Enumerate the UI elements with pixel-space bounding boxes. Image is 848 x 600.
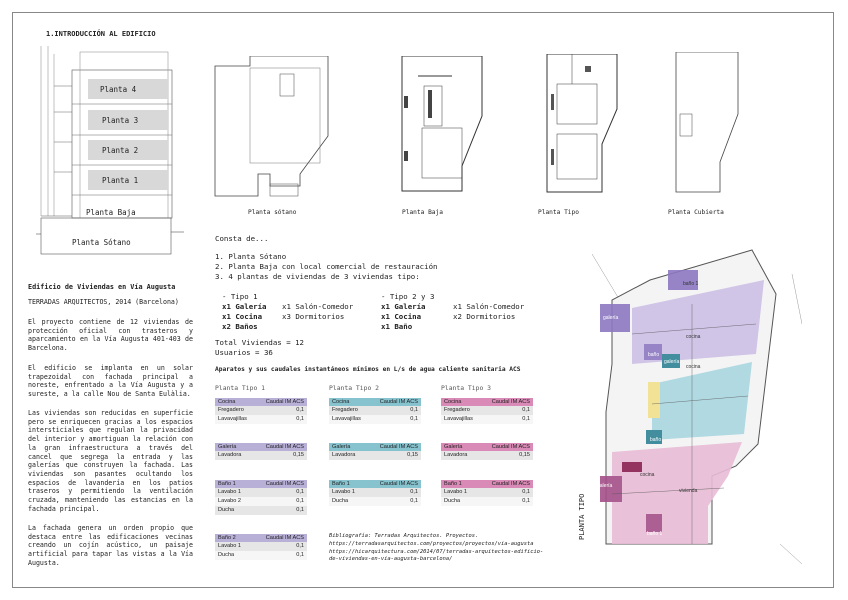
acs-table-room-name: Galería bbox=[444, 444, 463, 450]
acs-table-row bbox=[329, 497, 421, 506]
acs-table-row bbox=[329, 488, 421, 497]
fixture-flow: 0,15 bbox=[293, 452, 304, 458]
acs-table-row bbox=[215, 551, 307, 560]
fixture-name: Ducha bbox=[218, 507, 235, 513]
consta-item-1: 1. Planta Sótano bbox=[215, 252, 287, 261]
acs-table-header bbox=[329, 398, 421, 406]
tipo1-line-2: x1 Cocina bbox=[222, 312, 263, 321]
acs-table-row bbox=[441, 497, 533, 506]
fixture-flow: 0,1 bbox=[296, 498, 304, 504]
biblio-line-3: https://hicarquitectura.com/2014/07/terradas-arquitectos-edificio-de-viviendas-en-via-augusta-barcelona/ bbox=[329, 549, 544, 562]
tipo23-line-3: x1 Baño bbox=[381, 322, 413, 331]
acs-table-room-name: Baño 1 bbox=[332, 481, 350, 487]
caudales-heading: Aparatos y sus caudales instantáneos mínimos en L/s de agua caliente sanitaria ACS bbox=[215, 366, 521, 373]
acs-table-t1-1 bbox=[215, 443, 307, 460]
intro-paragraph-1: El proyecto contiene de 12 viviendas de protección oficial con trasteros y aparcamiento en la Vía Augusta 401-403 de Barcelona. bbox=[28, 318, 193, 353]
acs-table-t3-0 bbox=[441, 398, 533, 424]
fixture-flow: 0,1 bbox=[522, 407, 530, 413]
fixture-name: Fregadero bbox=[332, 407, 358, 413]
acs-table-room-name: Cocina bbox=[332, 399, 350, 405]
plan-baja bbox=[382, 56, 502, 206]
page-title: 1.INTRODUCCIÓN AL EDIFICIO bbox=[46, 30, 156, 38]
fixture-flow: 0,15 bbox=[519, 452, 530, 458]
acs-table-row bbox=[215, 451, 307, 460]
acs-table-t1-0 bbox=[215, 398, 307, 424]
floor-label-baja: Planta Baja bbox=[86, 208, 136, 217]
tipo23-room-1: x1 Salón-Comedor bbox=[453, 302, 525, 311]
acs-table-room-name: Baño 1 bbox=[218, 481, 236, 487]
tipo23-line-1: x1 Galería bbox=[381, 302, 426, 311]
acs-table-t1-3 bbox=[215, 534, 307, 560]
acs-table-unit-header: Caudal IM ACS bbox=[379, 399, 418, 405]
fixture-name: Fregadero bbox=[218, 407, 244, 413]
tipo1-line-1: x1 Galería bbox=[222, 302, 267, 311]
acs-table-row bbox=[215, 415, 307, 424]
fixture-name: Ducha bbox=[218, 552, 235, 558]
type-head-2: Planta Tipo 2 bbox=[329, 384, 380, 392]
room-label-cocina-1: cocina bbox=[686, 334, 701, 340]
consta-item-3: 3. 4 plantas de viviendas de 3 viviendas tipo: bbox=[215, 272, 420, 281]
fixture-flow: 0,1 bbox=[296, 416, 304, 422]
fixture-flow: 0,1 bbox=[522, 489, 530, 495]
fixture-flow: 0,1 bbox=[296, 507, 304, 513]
floor-label-3: Planta 3 bbox=[102, 116, 139, 125]
acs-table-t3-1 bbox=[441, 443, 533, 460]
fixture-name: Ducha bbox=[444, 498, 461, 504]
intro-heading: Edificio de Viviendas en Vía Augusta bbox=[28, 283, 176, 291]
caption-sotano: Planta sótano bbox=[248, 209, 297, 216]
acs-table-header bbox=[329, 443, 421, 451]
usuarios: Usuarios = 36 bbox=[215, 348, 273, 357]
plan-sotano bbox=[210, 56, 340, 206]
acs-table-header bbox=[329, 480, 421, 488]
acs-table-unit-header: Caudal IM ACS bbox=[265, 535, 304, 541]
fixture-flow: 0,1 bbox=[296, 552, 304, 558]
fixture-flow: 0,1 bbox=[410, 407, 418, 413]
fixture-name: Lavadora bbox=[444, 452, 468, 458]
type-head-1: Planta Tipo 1 bbox=[215, 384, 266, 392]
acs-table-row bbox=[215, 542, 307, 551]
acs-table-row bbox=[215, 497, 307, 506]
acs-table-room-name: Cocina bbox=[444, 399, 462, 405]
acs-table-t3-2 bbox=[441, 480, 533, 506]
fixture-name: Lavabo 1 bbox=[444, 489, 468, 495]
colored-plan-tipo bbox=[592, 244, 802, 564]
acs-table-row bbox=[441, 488, 533, 497]
room-label-cocina-3: cocina bbox=[640, 472, 655, 478]
acs-table-unit-header: Caudal IM ACS bbox=[379, 444, 418, 450]
floor-label-4: Planta 4 bbox=[100, 85, 137, 94]
tipo1-label: - Tipo 1 bbox=[222, 292, 258, 301]
fixture-flow: 0,1 bbox=[296, 543, 304, 549]
consta-heading: Consta de... bbox=[215, 234, 269, 243]
plan-tipo bbox=[527, 54, 647, 204]
floor-label-sotano: Planta Sótano bbox=[72, 238, 131, 247]
fixture-flow: 0,1 bbox=[522, 416, 530, 422]
acs-table-row bbox=[329, 415, 421, 424]
fixture-name: Lavabo 1 bbox=[218, 543, 242, 549]
acs-table-row bbox=[329, 406, 421, 415]
fixture-flow: 0,1 bbox=[522, 498, 530, 504]
total-viviendas: Total Viviendas = 12 bbox=[215, 338, 304, 347]
acs-table-row bbox=[215, 488, 307, 497]
acs-table-unit-header: Caudal IM ACS bbox=[379, 481, 418, 487]
caption-tipo: Planta Tipo bbox=[538, 209, 579, 216]
intro-paragraph-3: Las viviendas son reducidas en superficie pero se enriquecen gracias a los espacios intersticiales que regulan la privacidad del interior y amortiguan la relación con la gran infraestructura a través del cancel que segrega la entrada y las galerías que construyen la fachada. Las viviendas son pasantes ocultando los espacios de lavandería en los patios traseros y permitiendo la ventilación cruzada, manteniendo las estancias en la fachada principal. bbox=[28, 409, 193, 513]
room-label-vivienda: vivienda bbox=[679, 488, 698, 494]
acs-table-room-name: Galería bbox=[332, 444, 351, 450]
fixture-name: Lavadora bbox=[218, 452, 242, 458]
room-label-galeria-2: galería bbox=[664, 359, 680, 365]
acs-table-t1-2 bbox=[215, 480, 307, 515]
acs-table-unit-header: Caudal IM ACS bbox=[265, 444, 304, 450]
fixture-flow: 0,1 bbox=[296, 489, 304, 495]
biblio-line-1: Bibliografía: Terradas Arquitectos. Proyectos. bbox=[329, 533, 479, 539]
type-head-3: Planta Tipo 3 bbox=[441, 384, 492, 392]
tipo1-room-2: x3 Dormitorios bbox=[282, 312, 345, 321]
biblio-line-2: https://terradasarquitectos.com/proyectos/proyectos/via-augusta bbox=[329, 541, 534, 547]
fixture-flow: 0,1 bbox=[296, 407, 304, 413]
floor-label-2: Planta 2 bbox=[102, 146, 139, 155]
room-label-bano1: baño 1 bbox=[683, 281, 699, 287]
acs-table-row bbox=[215, 506, 307, 515]
acs-table-room-name: Baño 2 bbox=[218, 535, 236, 541]
tipo23-label: - Tipo 2 y 3 bbox=[381, 292, 435, 301]
floor-label-1: Planta 1 bbox=[102, 176, 139, 185]
acs-table-unit-header: Caudal IM ACS bbox=[491, 399, 530, 405]
room-label-bano-b: baño bbox=[650, 437, 662, 443]
acs-table-header bbox=[215, 398, 307, 406]
room-label-galeria-3: galería bbox=[597, 483, 613, 489]
acs-table-row bbox=[441, 451, 533, 460]
room-label-galeria-1: galería bbox=[603, 315, 619, 321]
fixture-flow: 0,15 bbox=[407, 452, 418, 458]
fixture-name: Fregadero bbox=[444, 407, 470, 413]
caption-baja: Planta Baja bbox=[402, 209, 443, 216]
consta-item-2: 2. Planta Baja con local comercial de restauración bbox=[215, 262, 438, 271]
fixture-name: Ducha bbox=[332, 498, 349, 504]
acs-table-room-name: Baño 1 bbox=[444, 481, 462, 487]
room-label-bano: baño bbox=[648, 352, 660, 358]
acs-table-row bbox=[215, 406, 307, 415]
tipo23-room-2: x2 Dormitorios bbox=[453, 312, 516, 321]
room-label-cocina-2: cocina bbox=[686, 364, 701, 370]
fixture-name: Lavabo 1 bbox=[218, 489, 242, 495]
fixture-name: Lavavajillas bbox=[332, 416, 361, 422]
plan-cubierta bbox=[658, 52, 758, 202]
fixture-name: Lavabo 1 bbox=[332, 489, 356, 495]
acs-table-t2-0 bbox=[329, 398, 421, 424]
acs-table-room-name: Galería bbox=[218, 444, 237, 450]
fixture-flow: 0,1 bbox=[410, 498, 418, 504]
acs-table-header bbox=[441, 443, 533, 451]
intro-paragraph-4: La fachada genera un orden propio que destaca entre las edificaciones vecinas creando un cojín acústico, un paisaje artificial para tapar las vistas a la Vía Augusta. bbox=[28, 524, 193, 567]
intro-author: TERRADAS ARQUITECTOS, 2014 (Barcelona) bbox=[28, 298, 179, 306]
acs-table-unit-header: Caudal IM ACS bbox=[265, 399, 304, 405]
acs-table-header bbox=[441, 480, 533, 488]
tipo23-line-2: x1 Cocina bbox=[381, 312, 422, 321]
acs-table-t2-2 bbox=[329, 480, 421, 506]
acs-table-row bbox=[441, 406, 533, 415]
acs-table-row bbox=[441, 415, 533, 424]
fixture-name: Lavadora bbox=[332, 452, 356, 458]
tipo1-room-1: x1 Salón-Comedor bbox=[282, 302, 354, 311]
acs-table-header bbox=[215, 534, 307, 542]
fixture-name: Lavavajillas bbox=[444, 416, 473, 422]
caption-cubierta: Planta Cubierta bbox=[668, 209, 724, 216]
room-label-bano1-b: baño 1 bbox=[647, 531, 663, 537]
intro-paragraph-2: El edificio se implanta en un solar trapezoidal con fachada principal a noreste, enfrentado a la Vía Augusta y a sureste, a la calle Nou de Santa Eulàlia. bbox=[28, 364, 193, 399]
acs-table-room-name: Cocina bbox=[218, 399, 236, 405]
fixture-name: Lavabo 2 bbox=[218, 498, 242, 504]
acs-table-header bbox=[215, 480, 307, 488]
fixture-name: Lavavajillas bbox=[218, 416, 247, 422]
acs-table-unit-header: Caudal IM ACS bbox=[491, 481, 530, 487]
plan-tipo-vertical-label: PLANTA TIPO bbox=[578, 493, 586, 540]
acs-table-header bbox=[215, 443, 307, 451]
acs-table-header bbox=[441, 398, 533, 406]
acs-table-unit-header: Caudal IM ACS bbox=[265, 481, 304, 487]
acs-table-t2-1 bbox=[329, 443, 421, 460]
acs-table-row bbox=[329, 451, 421, 460]
fixture-flow: 0,1 bbox=[410, 416, 418, 422]
tipo1-line-3: x2 Baños bbox=[222, 322, 258, 331]
acs-table-unit-header: Caudal IM ACS bbox=[491, 444, 530, 450]
fixture-flow: 0,1 bbox=[410, 489, 418, 495]
